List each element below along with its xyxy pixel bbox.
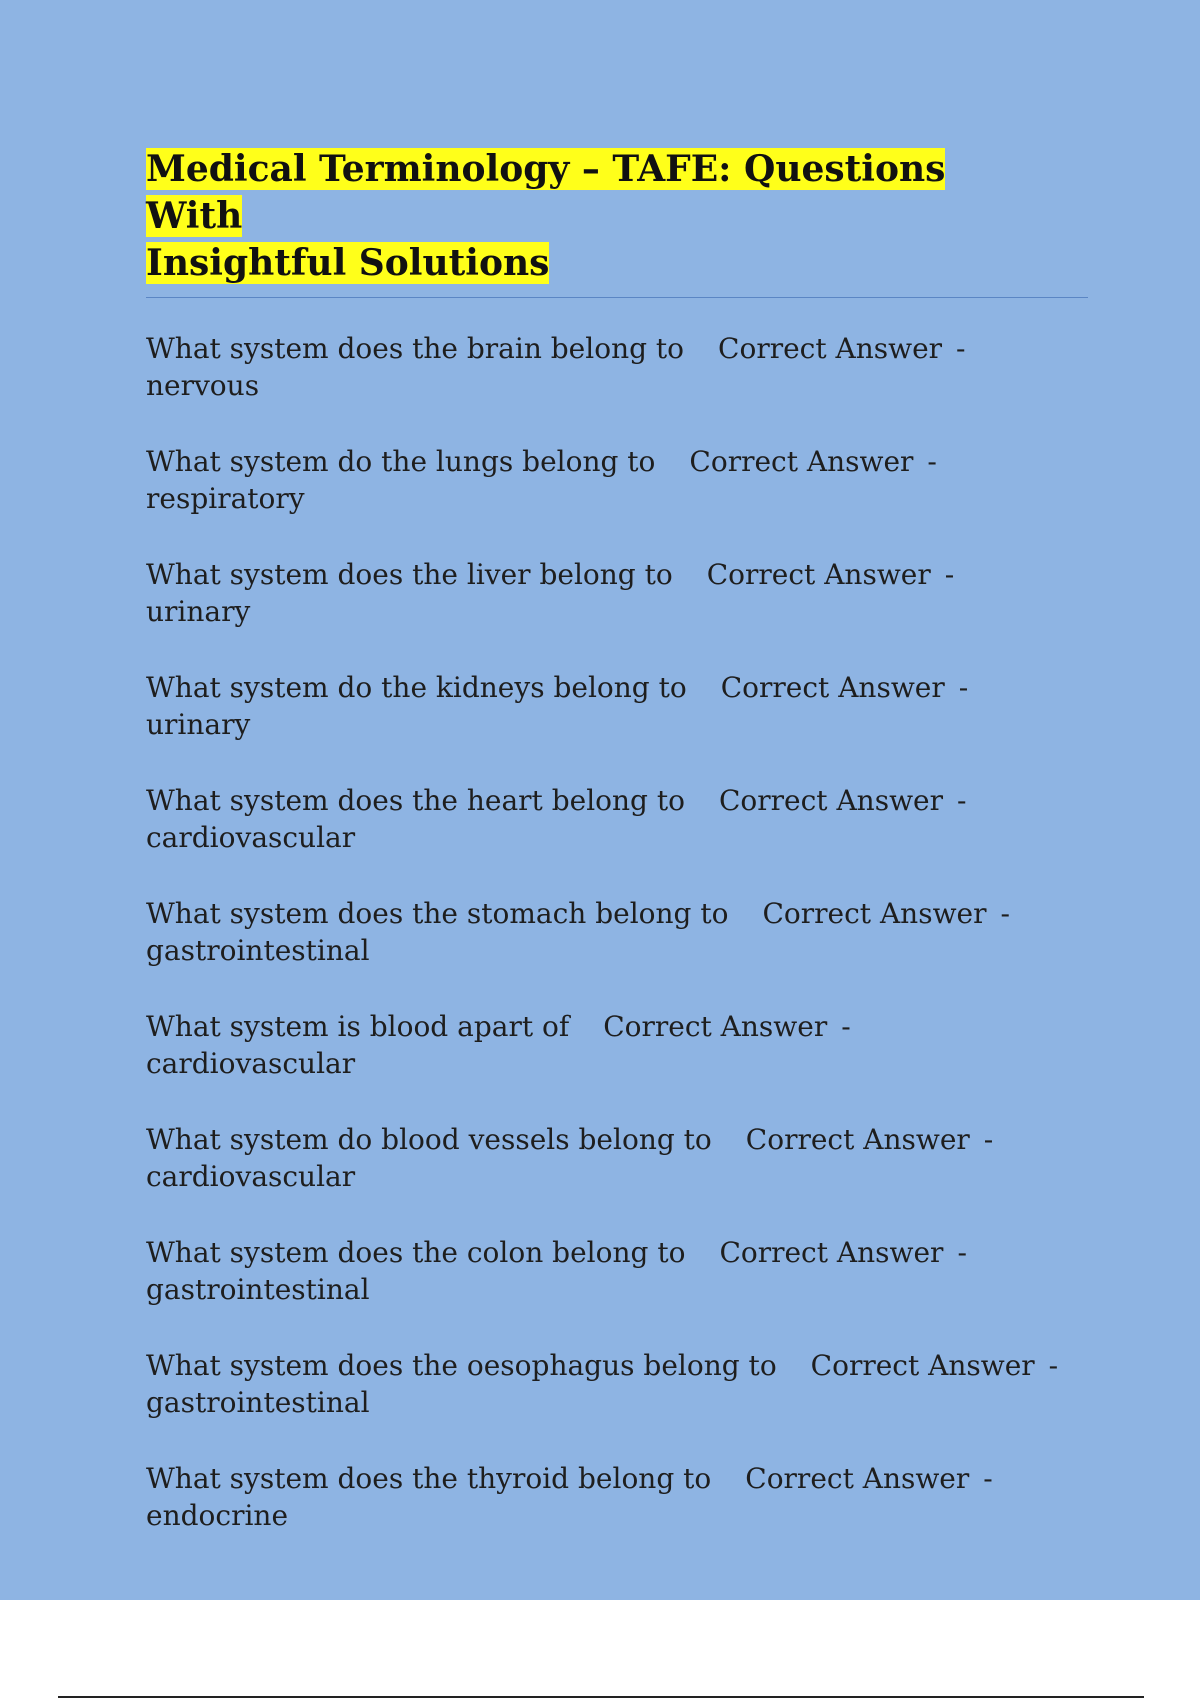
title-line-1: Medical Terminology – TAFE: Questions With <box>146 148 946 237</box>
answer-dash: - <box>1048 1349 1059 1382</box>
answer-text: endocrine <box>146 1499 289 1532</box>
answer-dash: - <box>1000 897 1010 930</box>
answer-label: Correct Answer <box>718 784 943 817</box>
title-divider <box>146 297 1088 298</box>
answer-text: gastrointestinal <box>146 1386 370 1419</box>
qa-item <box>146 782 1088 856</box>
answer-label: Correct Answer <box>689 445 914 478</box>
answer-label: Correct Answer <box>810 1349 1035 1382</box>
answer-label: Correct Answer <box>745 1123 970 1156</box>
answer-text: urinary <box>146 595 251 628</box>
qa-list <box>146 330 1088 1534</box>
question-text: What system does the oesophagus belong to <box>146 1349 777 1382</box>
qa-item <box>146 669 1088 743</box>
answer-text: cardiovascular <box>146 1160 356 1193</box>
qa-item <box>146 1234 1088 1308</box>
answer-label: Correct Answer <box>719 1236 944 1269</box>
answer-dash: - <box>956 784 967 817</box>
answer-dash: - <box>983 1123 994 1156</box>
answer-dash: - <box>983 1462 993 1495</box>
answer-label: Correct Answer <box>603 1010 828 1043</box>
question-text: What system does the brain belong to <box>146 332 685 365</box>
question-text: What system does the liver belong to <box>146 558 673 591</box>
question-text: What system do the lungs belong to <box>146 445 656 478</box>
question-text: What system is blood apart of <box>146 1010 570 1043</box>
answer-text: respiratory <box>146 482 305 515</box>
qa-item <box>146 1121 1088 1195</box>
answer-label: Correct Answer <box>720 671 945 704</box>
document-title <box>146 146 1026 287</box>
document-content <box>146 146 1088 1573</box>
answer-dash: - <box>841 1010 851 1043</box>
answer-label: Correct Answer <box>762 897 987 930</box>
qa-item <box>146 1347 1088 1421</box>
answer-text: nervous <box>146 369 260 402</box>
answer-dash: - <box>958 671 969 704</box>
qa-item <box>146 330 1088 404</box>
footer-divider <box>58 1696 1144 1698</box>
question-text: What system do blood vessels belong to <box>146 1123 712 1156</box>
answer-text: cardiovascular <box>146 1047 356 1080</box>
answer-text: gastrointestinal <box>146 934 370 967</box>
answer-label: Correct Answer <box>718 332 943 365</box>
qa-item <box>146 443 1088 517</box>
answer-dash: - <box>944 558 955 591</box>
answer-dash: - <box>957 1236 967 1269</box>
question-text: What system do the kidneys belong to <box>146 671 687 704</box>
title-line-2: Insightful Solutions <box>146 242 550 284</box>
answer-dash: - <box>927 445 937 478</box>
answer-text: cardiovascular <box>146 821 356 854</box>
question-text: What system does the stomach belong to <box>146 897 729 930</box>
answer-dash: - <box>956 332 966 365</box>
qa-item <box>146 895 1088 969</box>
qa-item <box>146 1008 1088 1082</box>
question-text: What system does the heart belong to <box>146 784 685 817</box>
answer-label: Correct Answer <box>745 1462 970 1495</box>
answer-text: gastrointestinal <box>146 1273 370 1306</box>
answer-text: urinary <box>146 708 251 741</box>
question-text: What system does the colon belong to <box>146 1236 686 1269</box>
answer-label: Correct Answer <box>706 558 931 591</box>
qa-item <box>146 556 1088 630</box>
qa-item <box>146 1460 1088 1534</box>
question-text: What system does the thyroid belong to <box>146 1462 712 1495</box>
